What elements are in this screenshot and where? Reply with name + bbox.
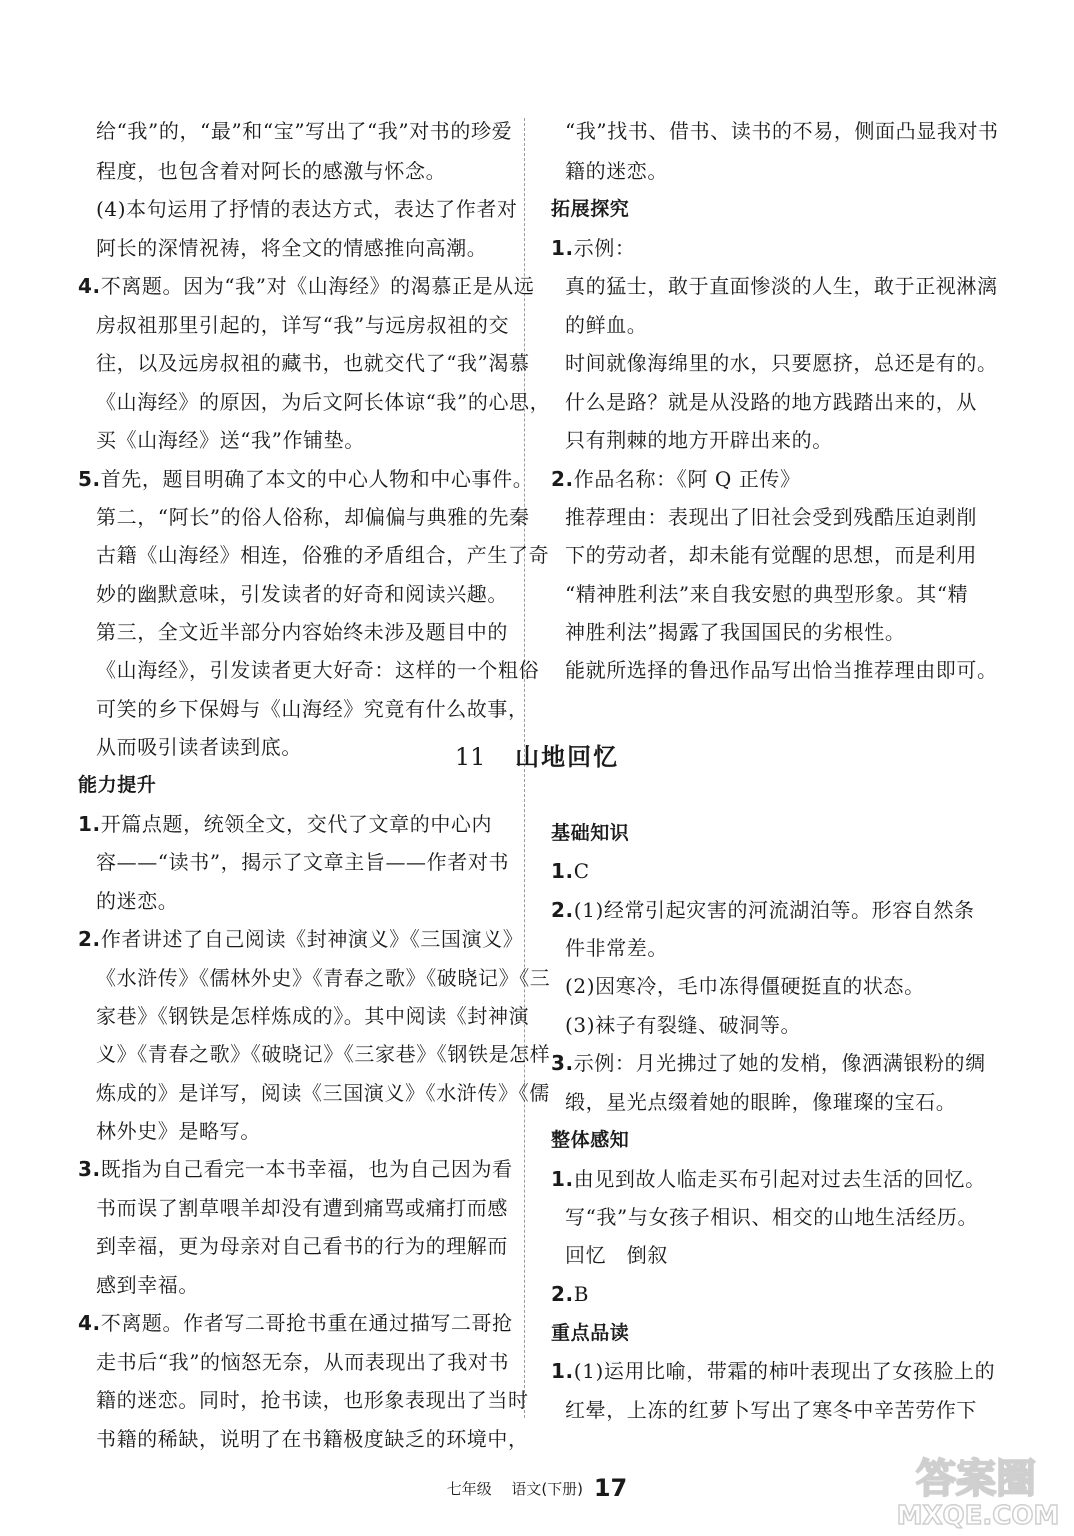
- text-line-left-13: 第三，全文近半部分内容始终未涉及题目中的: [96, 620, 508, 644]
- text-line-left-3: 阿长的深情祝祷，将全文的情感推向高潮。: [96, 236, 488, 260]
- text-line-right-19: (2)因寒冷，毛巾冻得僵硬挺直的状态。: [565, 974, 925, 998]
- text-line-left-26: 林外史》是略写。: [96, 1119, 261, 1143]
- section-heading-right-2: 拓展探究: [551, 198, 630, 220]
- item-number: 2.: [551, 467, 574, 491]
- section-heading-right-23: 整体感知: [551, 1129, 630, 1151]
- text-line-right-14: 能就所选择的鲁迅作品写出恰当推荐理由即可。: [565, 658, 998, 682]
- watermark-line-1: 答案圈: [916, 1456, 1036, 1502]
- text-line-left-21: 2.作者讲述了自己阅读《封神演义》《三国演义》: [78, 927, 524, 951]
- text-line-left-28: 书而误了割草喂羊却没有遭到痛骂或痛打而感: [96, 1196, 508, 1220]
- item-number: 4.: [78, 1311, 101, 1335]
- text-line-left-7: 《山海经》的原因，为后文阿长体谅“我”的心思，: [96, 390, 551, 414]
- text-line-right-5: 的鲜血。: [565, 313, 648, 337]
- text-line-right-22: 缎，星光点缀着她的眼眸，像璀璨的宝石。: [565, 1090, 957, 1114]
- footer-grade: 七年级: [446, 1480, 492, 1498]
- section-heading-right-28: 重点品读: [551, 1322, 630, 1344]
- text-line-right-26: 回忆 倒叙: [565, 1243, 668, 1267]
- text-line-left-9: 5.首先，题目明确了本文的中心人物和中心事件。: [78, 467, 534, 491]
- text-line-right-9: 2.作品名称：《阿 Q 正传》: [551, 467, 801, 491]
- section-heading: 山地回忆: [515, 743, 620, 771]
- section-heading-left-17: 能力提升: [78, 774, 157, 796]
- item-number: 3.: [78, 1157, 101, 1181]
- text-line-right-18: 件非常差。: [565, 936, 668, 960]
- text-line-left-15: 可笑的乡下保姆与《山海经》究竟有什么故事，: [96, 697, 529, 721]
- text-line-left-31: 4.不离题。作者写二哥抢书重在通过描写二哥抢: [78, 1311, 513, 1335]
- text-line-right-8: 只有荆棘的地方开辟出来的。: [565, 428, 833, 452]
- text-line-left-10: 第二，“阿长”的俗人俗称，却偏偏与典雅的先秦: [96, 505, 530, 529]
- text-line-left-33: 籍的迷恋。同时，抢书读，也形象表现出了当时: [96, 1388, 529, 1412]
- item-number: 5.: [78, 467, 101, 491]
- text-line-right-13: 神胜利法”揭露了我国国民的劣根性。: [565, 620, 906, 644]
- text-line-right-7: 什么是路？就是从没路的地方践踏出来的，从: [565, 390, 977, 414]
- item-number: 1.: [78, 812, 101, 836]
- text-line-right-0: “我”找书、借书、读书的不易，侧面凸显我对书: [565, 119, 999, 143]
- watermark-line-2: MXQE.COM: [896, 1501, 1060, 1531]
- text-line-left-8: 买《山海经》送“我”作铺垫。: [96, 428, 365, 452]
- footer-subject: 语文(下册): [511, 1480, 584, 1498]
- item-number: 3.: [551, 1051, 574, 1075]
- page-number: 17: [593, 1474, 628, 1502]
- item-number: 2.: [551, 1282, 574, 1306]
- text-line-right-27: 2.B: [551, 1282, 590, 1306]
- text-line-left-1: 程度，也包含着对阿长的感激与怀念。: [96, 159, 447, 183]
- text-line-right-16: 1.C: [551, 859, 590, 883]
- text-line-right-30: 红晕，上冻的红萝卜写出了寒冬中辛苦劳作下: [565, 1398, 977, 1422]
- text-line-left-12: 妙的幽默意味，引发读者的好奇和阅读兴趣。: [96, 582, 508, 606]
- text-line-left-14: 《山海经》，引发读者更大好奇：这样的一个粗俗: [96, 658, 540, 682]
- text-line-right-17: 2.(1)经常引起灾害的河流湖泊等。形容自然条: [551, 898, 975, 922]
- section-heading-right-15: 基础知识: [551, 822, 630, 844]
- text-line-right-25: 写“我”与女孩子相识、相交的山地生活经历。: [565, 1205, 979, 1229]
- text-line-right-21: 3.示例：月光拂过了她的发梢，像洒满银粉的绸: [551, 1051, 986, 1075]
- text-line-left-19: 容——“读书”，揭示了文章主旨——作者对书: [96, 850, 510, 874]
- item-number: 2.: [551, 898, 574, 922]
- text-line-right-4: 真的猛士，敢于直面惨淡的人生，敢于正视淋漓: [565, 274, 998, 298]
- text-line-left-4: 4.不离题。因为“我”对《山海经》的渴慕正是从远: [78, 274, 535, 298]
- text-line-right-12: “精神胜利法”来自我安慰的典型形象。其“精: [565, 582, 969, 606]
- text-line-right-20: (3)袜子有裂缝、破洞等。: [565, 1013, 802, 1037]
- text-line-left-29: 到幸福，更为母亲对自己看书的行为的理解而: [96, 1234, 508, 1258]
- text-line-left-22: 《水浒传》《儒林外史》《青春之歌》《破晓记》《三: [96, 966, 551, 990]
- section-number: 11: [454, 743, 486, 771]
- text-line-right-6: 时间就像海绵里的水，只要愿挤，总还是有的。: [565, 351, 998, 375]
- item-number: 2.: [78, 927, 101, 951]
- text-line-left-24: 义》《青春之歌》《破晓记》《三家巷》《钢铁是怎样: [96, 1042, 551, 1066]
- text-line-left-30: 感到幸福。: [96, 1273, 199, 1297]
- watermark-logo: [886, 1446, 1066, 1532]
- text-line-left-0: 给“我”的，“最”和“宝”写出了“我”对书的珍爱: [96, 119, 513, 143]
- text-line-right-29: 1.(1)运用比喻，带霜的柿叶表现出了女孩脸上的: [551, 1359, 996, 1383]
- item-number: 1.: [551, 236, 574, 260]
- section-title: [0, 737, 1074, 772]
- item-number: 1.: [551, 1359, 574, 1383]
- text-line-left-20: 的迷恋。: [96, 889, 179, 913]
- text-line-right-11: 下的劳动者，却未能有觉醒的思想，而是利用: [565, 543, 977, 567]
- text-line-right-10: 推荐理由：表现出了旧社会受到残酷压迫剥削: [565, 505, 977, 529]
- text-line-right-1: 籍的迷恋。: [565, 159, 668, 183]
- text-line-left-23: 家巷》《钢铁是怎样炼成的》。其中阅读《封神演: [96, 1004, 530, 1028]
- text-line-left-6: 往，以及远房叔祖的藏书，也就交代了“我”渴慕: [96, 351, 530, 375]
- text-line-left-27: 3.既指为自己看完一本书幸福，也为自己因为看: [78, 1157, 513, 1181]
- text-line-left-11: 古籍《山海经》相连，俗雅的矛盾组合，产生了奇: [96, 543, 550, 567]
- item-number: 1.: [551, 1167, 574, 1191]
- text-line-left-34: 书籍的稀缺，说明了在书籍极度缺乏的环境中，: [96, 1427, 529, 1451]
- item-number: 1.: [551, 859, 574, 883]
- text-line-left-16: 从而吸引读者读到底。: [96, 735, 302, 759]
- text-line-right-24: 1.由见到故人临走买布引起对过去生活的回忆。: [551, 1167, 986, 1191]
- text-line-left-2: (4)本句运用了抒情的表达方式，表达了作者对: [96, 197, 518, 221]
- text-line-left-32: 走书后“我”的恼怒无奈，从而表现出了我对书: [96, 1350, 510, 1374]
- text-line-right-3: 1.示例：: [551, 236, 636, 260]
- text-line-left-5: 房叔祖那里引起的，详写“我”与远房叔祖的交: [96, 313, 510, 337]
- text-line-left-25: 炼成的》是详写，阅读《三国演义》《水浒传》《儒: [96, 1081, 550, 1105]
- text-line-left-18: 1.开篇点题，统领全文，交代了文章的中心内: [78, 812, 493, 836]
- item-number: 4.: [78, 274, 101, 298]
